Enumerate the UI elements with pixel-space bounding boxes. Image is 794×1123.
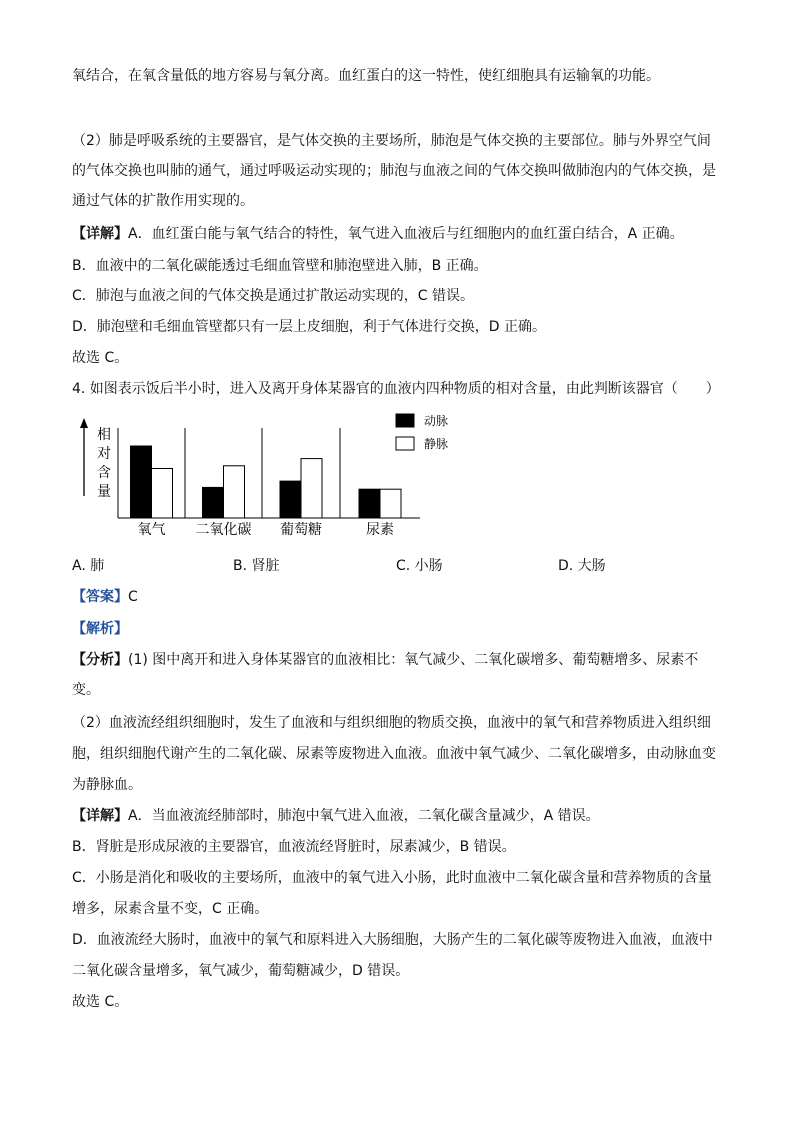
option-a: A. 肺 (72, 558, 105, 574)
x-tick-label: 氧气 (137, 522, 166, 538)
y-axis-label (97, 426, 111, 500)
legend-label: 静脉 (424, 437, 449, 451)
x-tick-label: 二氧化碳 (195, 522, 252, 538)
bar-artery (203, 487, 224, 518)
answer-tag: 【答案】 (72, 589, 128, 605)
text-line: 故选 C。 (72, 350, 129, 366)
text-line: D．血液流经大肠时，血液中的氧气和原料进入大肠细胞，大肠产生的二氧化碳等废物进入血液，血液中 (72, 932, 713, 948)
y-axis-label-char: 量 (97, 484, 111, 500)
legend-label: 动脉 (424, 414, 449, 428)
text-line: B．血液中的二氧化碳能透过毛细血管壁和肺泡壁进入肺，B 正确。 (72, 258, 488, 274)
answer-line (72, 587, 138, 607)
text-line: 通过气体的扩散作用实现的。 (72, 193, 254, 209)
bar-artery (280, 481, 301, 518)
y-axis-label-char: 对 (97, 446, 111, 462)
x-tick-label: 尿素 (366, 522, 394, 538)
text-line: （2）血液流经组织细胞时，发生了血液和与组织细胞的物质交换，血液中的氧气和营养物质进入组织细 (72, 715, 711, 731)
text-line: 胞，组织细胞代谢产生的二氧化碳、尿素等废物进入血液。血液中氧气减少、二氧化碳增多，由动脉血变 (72, 746, 716, 762)
text-line: 的气体交换也叫肺的通气，通过呼吸运动实现的；肺泡与血液之间的气体交换叫做肺泡内的气体交换，是 (72, 163, 716, 179)
text-line: B．肾脏是形成尿液的主要器官，血液流经肾脏时，尿素减少，B 错误。 (72, 839, 516, 855)
option-c: C. 小肠 (396, 558, 443, 574)
bar-vein (380, 489, 401, 518)
option-b: B. 肾脏 (233, 558, 280, 574)
text-line (72, 650, 698, 670)
text-span: A．血红蛋白能与氧气结合的特性，氧气进入血液后与红细胞内的血红蛋白结合，A 正确。 (128, 226, 684, 242)
text-line (72, 806, 600, 826)
option-d: D. 大肠 (558, 558, 606, 574)
bar-vein (152, 469, 173, 519)
text-line (72, 224, 684, 244)
section-tag: 【分析】 (72, 652, 128, 668)
bar-vein (301, 459, 322, 518)
analysis-tag: 【解析】 (72, 621, 128, 637)
legend-swatch (396, 437, 414, 450)
text-line: C．小肠是消化和吸收的主要场所，血液中的氧气进入小肠，此时血液中二氧化碳含量和营养物质的含量 (72, 870, 712, 886)
arrow-head (80, 418, 88, 428)
text-span: (1) 图中离开和进入身体某器官的血液相比：氧气减少、二氧化碳增多、葡萄糖增多、尿素不 (128, 652, 699, 668)
y-axis-label-char: 相 (97, 427, 111, 443)
text-line: 故选 C。 (72, 994, 129, 1010)
bar-artery (359, 489, 380, 518)
bar-artery (131, 446, 152, 518)
y-axis-label-char: 含 (97, 465, 111, 481)
x-tick-label: 葡萄糖 (280, 522, 322, 538)
bar-vein (224, 466, 245, 518)
text-line: D．肺泡壁和毛细血管壁都只有一层上皮细胞，利于气体进行交换，D 正确。 (72, 319, 547, 335)
text-line: 增多，尿素含量不变，C 正确。 (72, 901, 269, 917)
answer-value: C (128, 589, 138, 605)
x-tick-labels (138, 521, 395, 538)
section-tag: 【详解】 (72, 226, 128, 242)
bars (131, 446, 402, 518)
text-span: A．当血液流经肺部时，肺泡中氧气进入血液，二氧化碳含量减少，A 错误。 (128, 808, 600, 824)
text-line: 为静脉血。 (72, 777, 142, 793)
bar-chart (70, 408, 470, 548)
legend-swatch (396, 414, 414, 427)
text-line: C．肺泡与血液之间的气体交换是通过扩散运动实现的，C 错误。 (72, 288, 474, 304)
section-tag: 【详解】 (72, 808, 128, 824)
question-stem: 4. 如图表示饭后半小时，进入及离开身体某器官的血液内四种物质的相对含量，由此判断该器官（ ） (72, 381, 720, 397)
text-line: 二氧化碳含量增多，氧气减少，葡萄糖减少，D 错误。 (72, 963, 410, 979)
text-line: 氧结合，在氧含量低的地方容易与氧分离。血红蛋白的这一特性，使红细胞具有运输氧的功能。 (72, 68, 660, 84)
text-line: （2）肺是呼吸系统的主要器官，是气体交换的主要场所，肺泡是气体交换的主要部位。肺与外界空气间 (72, 133, 711, 149)
text-line: 变。 (72, 682, 100, 698)
legend (396, 413, 448, 451)
